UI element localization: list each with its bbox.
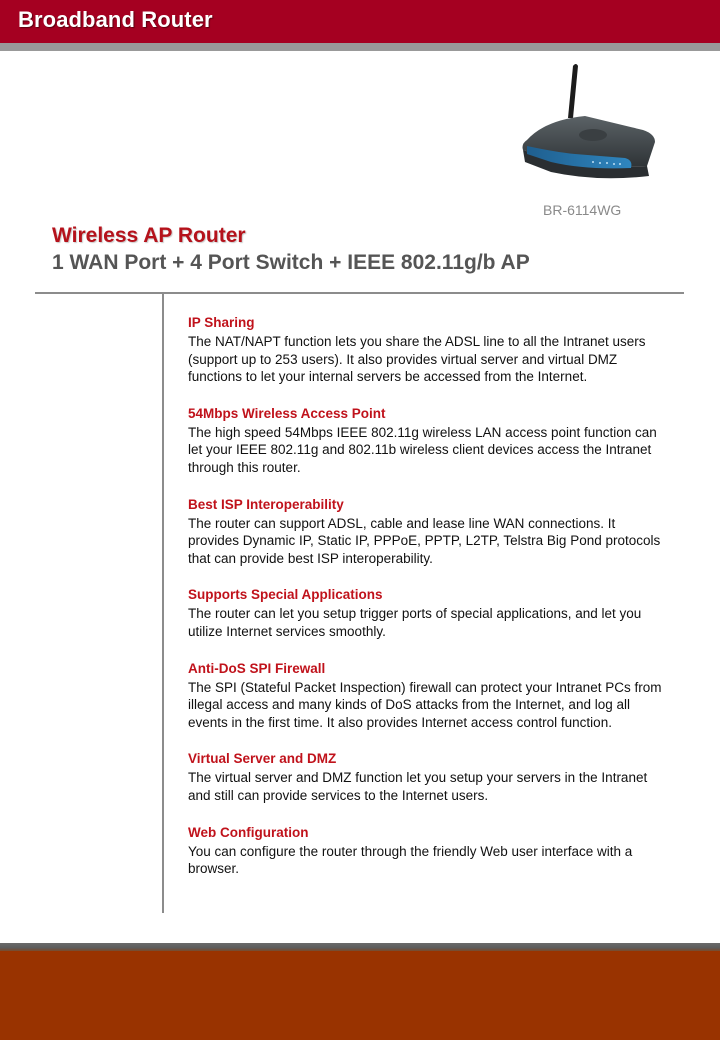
feature-description: The SPI (Stateful Packet Inspection) firewall can protect your Intranet PCs from illegal access and many kinds of DoS attacks from the Internet, and log all events in the first time. It also provides Internet access control function. [188,679,662,730]
product-subtitle: 1 WAN Port + 4 Port Switch + IEEE 802.11g/b AP [52,251,530,274]
product-title: Wireless AP Router [52,224,246,247]
feature-title: Anti-DoS SPI Firewall [188,660,326,676]
feature-description: You can configure the router through the friendly Web user interface with a browser. [188,843,633,877]
feature-special-applications [188,586,663,640]
feature-wireless-access-point [188,405,663,477]
feature-description: The NAT/NAPT function lets you share the ADSL line to all the Intranet users (support up to 253 users). It also provides virtual server and virtual DMZ functions to let your internal servers be accessed from the Internet. [188,334,646,385]
feature-title: Web Configuration [188,824,309,840]
feature-title: IP Sharing [188,315,255,330]
feature-description: The high speed 54Mbps IEEE 802.11g wireless LAN access point function can let your IEEE 802.11g and 802.11b wireless client devices access the Intranet through this router. [188,424,657,475]
vertical-divider [162,293,164,913]
feature-description: The router can support ADSL, cable and lease line WAN connections. It provides Dynamic IP, Static IP, PPPoE, PPTP, L2TP, Telstra Big Pond protocols that can provide best ISP interoperability. [188,515,661,566]
router-icon [515,58,665,198]
feature-list [188,314,663,897]
header-bar [0,0,720,43]
header-divider [0,43,720,51]
horizontal-divider [35,292,684,294]
header-title: Broadband Router [18,7,213,32]
feature-spi-firewall [188,660,663,732]
feature-description: The virtual server and DMZ function let you setup your servers in the Intranet and still can provide services to the Internet users. [188,770,648,803]
feature-title: Virtual Server and DMZ [188,751,337,767]
footer-bar [0,951,720,1040]
feature-isp-interoperability [188,496,663,568]
feature-title: Supports Special Applications [188,587,383,603]
feature-virtual-server-dmz [188,750,663,804]
feature-description: The router can let you setup trigger ports of special applications, and let you utilize Internet services smoothly. [188,606,642,639]
footer-divider [0,943,720,951]
feature-title: 54Mbps Wireless Access Point [188,405,386,421]
feature-web-configuration [188,824,663,878]
feature-ip-sharing [188,314,663,386]
model-label: BR-6114WG [543,202,622,218]
feature-title: Best ISP Interoperability [188,496,344,512]
